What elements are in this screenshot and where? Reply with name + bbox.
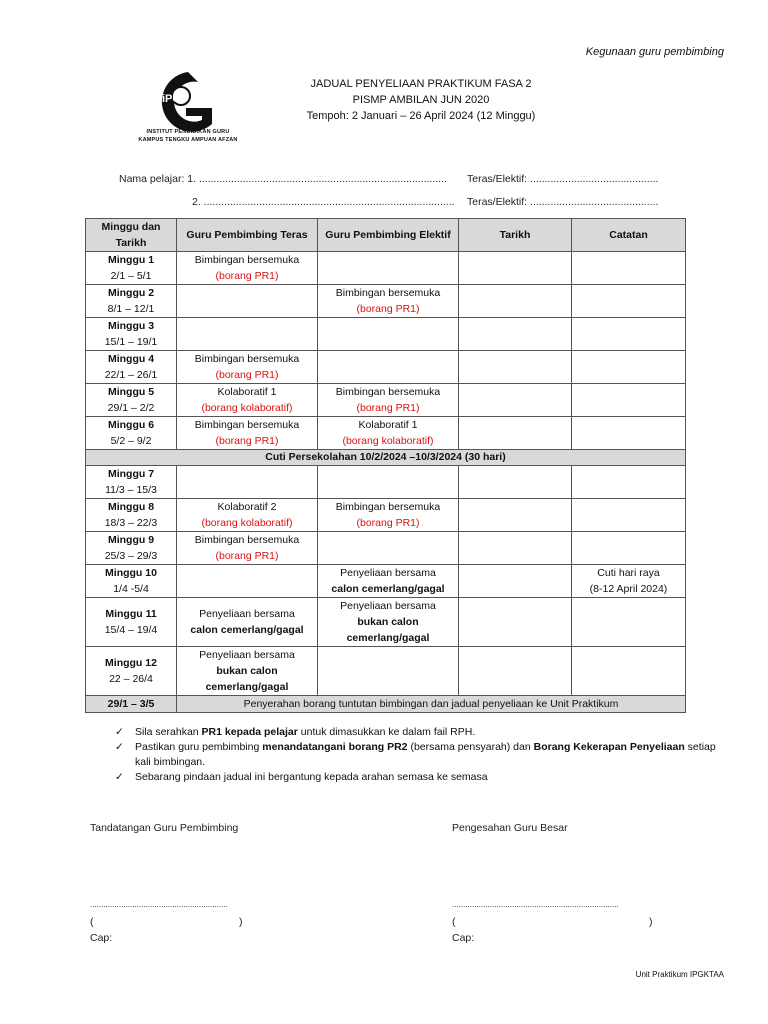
elektif-line: Kolaboratif 1 xyxy=(358,419,418,431)
week-label: Minggu 6 xyxy=(107,419,155,431)
week-label: Minggu 12 xyxy=(105,657,157,669)
note-item: ✓ Sebarang pindaan jadual ini bergantung kepada arahan semasa ke semasa xyxy=(115,771,488,783)
catatan-cell[interactable] xyxy=(572,598,686,647)
table-row xyxy=(86,532,686,565)
week-cell xyxy=(86,417,177,450)
week-label: Minggu 1 xyxy=(107,254,155,266)
week-date: 5/2 – 9/2 xyxy=(110,435,152,447)
week-date: 11/3 – 15/3 xyxy=(105,484,157,496)
note-item: ✓ Sila serahkan PR1 kepada pelajar untuk dimasukkan ke dalam fail RPH. xyxy=(115,726,476,738)
tarikh-cell[interactable] xyxy=(459,647,572,696)
footer-unit: Unit Praktikum IPGKTAA xyxy=(635,970,724,979)
catatan-cell[interactable] xyxy=(572,252,686,285)
catatan-line: (8-12 April 2024) xyxy=(589,583,668,595)
week-date: 29/1 – 2/2 xyxy=(107,402,155,414)
elektif-cell[interactable] xyxy=(318,565,459,598)
svg-text:iPG: iPG xyxy=(162,93,181,105)
table-row xyxy=(86,565,686,598)
catatan-cell[interactable] xyxy=(572,532,686,565)
week-label: Minggu 3 xyxy=(107,320,155,332)
tarikh-cell[interactable] xyxy=(459,565,572,598)
teras-line: Penyeliaan bersama xyxy=(199,608,295,620)
week-label: Minggu 4 xyxy=(107,353,155,365)
week-cell xyxy=(86,532,177,565)
teras-cell[interactable] xyxy=(177,318,318,351)
name-paren-close-right: ) xyxy=(649,916,653,928)
teras-line: cemerlang/gagal xyxy=(205,681,289,693)
week-date: 8/1 – 12/1 xyxy=(107,303,155,315)
teras-cell[interactable] xyxy=(177,647,318,696)
holiday-text: Cuti Persekolahan 10/2/2024 –10/3/2024 (30 hari) xyxy=(86,450,686,466)
teras-line: Bimbingan bersemuka xyxy=(194,353,300,365)
teras-cell[interactable] xyxy=(177,351,318,384)
schedule-table xyxy=(85,218,686,713)
name-paren-open-left: ( xyxy=(90,916,94,928)
elektif-line: calon cemerlang/gagal xyxy=(331,583,445,595)
week-date: 22/1 – 26/1 xyxy=(104,369,158,381)
elektif-cell[interactable] xyxy=(318,532,459,565)
week-date: 25/3 – 29/3 xyxy=(104,550,158,562)
teras-line: (borang kolaboratif) xyxy=(201,402,293,414)
catatan-cell[interactable] xyxy=(572,318,686,351)
tarikh-cell[interactable] xyxy=(459,351,572,384)
week-date: 2/1 – 5/1 xyxy=(110,270,152,282)
week-label: Minggu 5 xyxy=(107,386,155,398)
tarikh-cell[interactable] xyxy=(459,499,572,532)
catatan-cell[interactable] xyxy=(572,499,686,532)
catatan-line: Cuti hari raya xyxy=(597,567,660,579)
elektif-cell[interactable] xyxy=(318,252,459,285)
signature-label-left: Tandatangan Guru Pembimbing xyxy=(90,822,239,834)
teras-cell[interactable] xyxy=(177,532,318,565)
name-paren-open-right: ( xyxy=(452,916,456,928)
teras-cell[interactable] xyxy=(177,252,318,285)
teras-cell[interactable] xyxy=(177,565,318,598)
table-row xyxy=(86,499,686,532)
teras-cell[interactable] xyxy=(177,466,318,499)
week-label: Minggu 10 xyxy=(105,567,157,579)
student-field-1[interactable]: Teras/Elektif: ............................................ xyxy=(467,173,659,185)
teras-line: (borang PR1) xyxy=(215,270,279,282)
logo-caption: INSTITUT PENDIDIKAN GURU KAMPUS TENGKU AMPUAN AFZAN xyxy=(138,129,238,143)
week-label: Minggu 2 xyxy=(107,287,155,299)
week-label: Minggu 8 xyxy=(107,501,155,513)
week-cell xyxy=(86,318,177,351)
elektif-cell[interactable] xyxy=(318,598,459,647)
elektif-line: Bimbingan bersemuka xyxy=(335,386,441,398)
check-icon: ✓ xyxy=(115,741,124,753)
header-minggu: Minggu dan Tarikh xyxy=(86,219,177,252)
check-icon: ✓ xyxy=(115,726,124,738)
catatan-cell[interactable] xyxy=(572,351,686,384)
table-header-row xyxy=(86,219,686,252)
week-cell xyxy=(86,499,177,532)
teras-cell[interactable] xyxy=(177,598,318,647)
elektif-line: Bimbingan bersemuka xyxy=(335,501,441,513)
elektif-cell[interactable] xyxy=(318,466,459,499)
teras-line: Bimbingan bersemuka xyxy=(194,534,300,546)
week-cell xyxy=(86,351,177,384)
usage-note: Kegunaan guru pembimbing xyxy=(585,46,724,58)
elektif-cell[interactable] xyxy=(318,647,459,696)
elektif-line: (borang PR1) xyxy=(356,303,420,315)
week-cell xyxy=(86,285,177,318)
elektif-line: (borang PR1) xyxy=(356,517,420,529)
notes-list xyxy=(115,725,730,785)
elektif-line: cemerlang/gagal xyxy=(346,632,430,644)
signature-line-left[interactable]: .............................................................. xyxy=(90,900,228,909)
teras-line: Penyeliaan bersama xyxy=(199,649,295,661)
week-date: 15/1 – 19/1 xyxy=(104,336,158,348)
catatan-cell[interactable] xyxy=(572,384,686,417)
catatan-cell[interactable] xyxy=(572,466,686,499)
week-date: 1/4 -5/4 xyxy=(113,583,149,595)
teras-line: Bimbingan bersemuka xyxy=(194,254,300,266)
document-title: JADUAL PENYELIAAN PRAKTIKUM FASA 2 PISMP AMBILAN JUN 2020 Tempoh: 2 Januari – 26 April 2024 (12 Minggu) xyxy=(306,78,536,122)
teras-line: calon cemerlang/gagal xyxy=(190,624,304,636)
teras-cell[interactable] xyxy=(177,384,318,417)
week-label: Minggu 11 xyxy=(105,608,157,620)
teras-line: (borang PR1) xyxy=(215,550,279,562)
final-text: Penyerahan borang tuntutan bimbingan dan jadual penyeliaan ke Unit Praktikum xyxy=(177,696,686,713)
week-cell xyxy=(86,384,177,417)
header-elektif: Guru Pembimbing Elektif xyxy=(318,219,459,252)
tarikh-cell[interactable] xyxy=(459,598,572,647)
week-cell xyxy=(86,598,177,647)
student-name-1[interactable]: Nama pelajar: 1. ..................................................................................... xyxy=(119,173,447,185)
header-tarikh: Tarikh xyxy=(459,219,572,252)
elektif-cell[interactable] xyxy=(318,417,459,450)
teras-line: (borang kolaboratif) xyxy=(201,517,293,529)
cap-label-left: Cap: xyxy=(90,932,113,944)
teras-line: (borang PR1) xyxy=(215,435,279,447)
tarikh-cell[interactable] xyxy=(459,532,572,565)
signature-line-right[interactable]: ........................................................................... xyxy=(452,900,619,909)
table-row xyxy=(86,318,686,351)
elektif-cell[interactable] xyxy=(318,285,459,318)
tarikh-cell[interactable] xyxy=(459,285,572,318)
teras-cell[interactable] xyxy=(177,417,318,450)
table-row xyxy=(86,417,686,450)
table-row xyxy=(86,466,686,499)
final-row xyxy=(86,696,686,713)
elektif-line: bukan calon xyxy=(357,616,419,628)
tarikh-cell[interactable] xyxy=(459,384,572,417)
table-row xyxy=(86,252,686,285)
teras-line: Bimbingan bersemuka xyxy=(194,419,300,431)
elektif-line: Penyeliaan bersama xyxy=(340,600,436,612)
header-catatan: Catatan xyxy=(572,219,686,252)
week-date: 18/3 – 22/3 xyxy=(104,517,158,529)
elektif-cell[interactable] xyxy=(318,499,459,532)
tarikh-cell[interactable] xyxy=(459,252,572,285)
final-date: 29/1 – 3/5 xyxy=(86,696,177,713)
elektif-line: Bimbingan bersemuka xyxy=(335,287,441,299)
week-label: Minggu 9 xyxy=(107,534,155,546)
week-date: 22 – 26/4 xyxy=(109,673,153,685)
teras-cell[interactable] xyxy=(177,285,318,318)
holiday-row xyxy=(86,450,686,466)
name-paren-close-left: ) xyxy=(239,916,243,928)
catatan-cell[interactable] xyxy=(572,417,686,450)
catatan-cell[interactable] xyxy=(572,647,686,696)
elektif-cell[interactable] xyxy=(318,384,459,417)
week-date: 15/4 – 19/4 xyxy=(104,624,158,636)
teras-line: bukan calon xyxy=(216,665,278,677)
week-cell xyxy=(86,647,177,696)
student-field-2[interactable]: Teras/Elektif: ............................................ xyxy=(467,196,659,208)
signature-label-right: Pengesahan Guru Besar xyxy=(452,822,568,834)
elektif-line: (borang kolaboratif) xyxy=(342,435,434,447)
tarikh-cell[interactable] xyxy=(459,417,572,450)
student-name-2[interactable]: 2. ...................................................................................... xyxy=(192,196,455,208)
cap-label-right: Cap: xyxy=(452,932,475,944)
elektif-line: Penyeliaan bersama xyxy=(340,567,436,579)
table-row xyxy=(86,351,686,384)
catatan-cell[interactable] xyxy=(572,565,686,598)
header-teras: Guru Pembimbing Teras xyxy=(177,219,318,252)
tarikh-cell[interactable] xyxy=(459,318,572,351)
week-cell xyxy=(86,565,177,598)
catatan-cell[interactable] xyxy=(572,285,686,318)
elektif-cell[interactable] xyxy=(318,318,459,351)
elektif-cell[interactable] xyxy=(318,351,459,384)
week-cell xyxy=(86,252,177,285)
table-row xyxy=(86,598,686,647)
elektif-line: (borang PR1) xyxy=(356,402,420,414)
week-label: Minggu 7 xyxy=(107,468,155,480)
teras-cell[interactable] xyxy=(177,499,318,532)
table-row xyxy=(86,647,686,696)
table-row xyxy=(86,285,686,318)
teras-line: Kolaboratif 1 xyxy=(217,386,277,398)
teras-line: (borang PR1) xyxy=(215,369,279,381)
teras-line: Kolaboratif 2 xyxy=(217,501,277,513)
table-row xyxy=(86,384,686,417)
tarikh-cell[interactable] xyxy=(459,466,572,499)
week-cell xyxy=(86,466,177,499)
check-icon: ✓ xyxy=(115,771,124,783)
note-item: ✓ Pastikan guru pembimbing menandatangani borang PR2 (bersama pensyarah) dan Borang Kekerapan Penyeliaan setiap kali bimbingan. xyxy=(115,741,716,768)
